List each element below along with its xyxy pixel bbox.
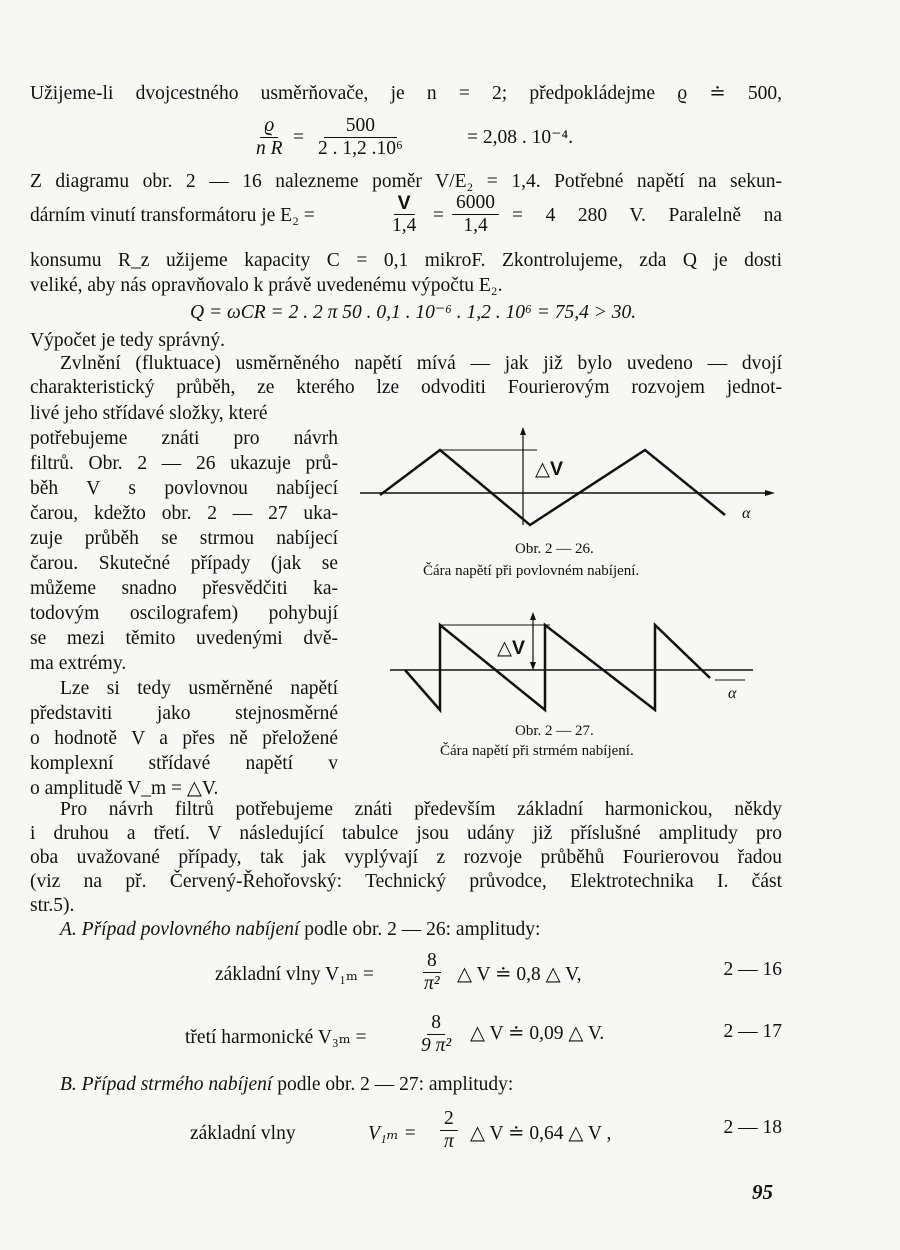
equation-2-16-fraction: $\frac{8}{\text{π²}}$ xyxy=(424,950,440,994)
equation-2-18-label: základní vlny xyxy=(190,1123,296,1144)
equation-1-fraction-b: $\frac{500}{\text{2 . 1,2 .10⁶}}$ xyxy=(318,115,403,159)
text-line-25: komplexní střídavé napětí v xyxy=(30,753,338,774)
text-line-19: todovým oscilografem) pohybují xyxy=(30,603,338,624)
text-line-8: Výpočet je tedy správný. xyxy=(30,330,225,351)
text-line-6: veliké, aby nás opravňovalo k právě uvedenému výpočtu E₂. xyxy=(30,275,503,296)
text-line-30: (viz na př. Červený-Řehořovský: Technický průvodce, Elektrotechnika I. část xyxy=(30,871,782,892)
text-line-28: i druhou a třetí. V následující tabulce jsou udány již příslušné amplitudy pro xyxy=(30,823,782,844)
text-line-31: str.5). xyxy=(30,895,75,916)
case-a-heading: A. Případ povlovného nabíjení podle obr. 2 — 26: amplitudy: xyxy=(60,919,541,940)
figure-2-26-number: Obr. 2 — 26. xyxy=(515,541,594,557)
text-line-17: čarou. Skutečné případy (jak se xyxy=(30,553,338,574)
text-line-26: o amplitudě V_m = △V. xyxy=(30,778,219,799)
line-4-fraction-a: $\frac{V}{1,4}$ xyxy=(392,192,417,236)
figure-2-27-caption: Čára napětí při strmém nabíjení. xyxy=(440,743,634,759)
equation-2-18-rest: △ V ≐ 0,64 △ V , xyxy=(470,1123,612,1144)
text-line-5: konsumu R_z užijeme kapacity C = 0,1 mikroF. Zkontrolujeme, zda Q je dosti xyxy=(30,250,782,271)
equation-2-18-variable: V₁ₘ = xyxy=(368,1123,417,1144)
equation-2-17-rest: △ V ≐ 0,09 △ V. xyxy=(470,1023,605,1044)
figure-2-26-waveform xyxy=(355,425,775,545)
text-line-13: filtrů. Obr. 2 — 26 ukazuje prů- xyxy=(30,453,338,474)
text-line-1: Užijeme-li dvojcestného usměrňovače, je n = 2; předpokládejme ϱ ≐ 500, xyxy=(30,83,782,104)
text-line-23: představiti jako stejnosměrné xyxy=(30,703,338,724)
text-line-4-start: dárním vinutí transformátoru je E₂ = xyxy=(30,205,315,226)
text-line-20: se mezi těmito uvedenými dvě- xyxy=(30,628,338,649)
figure-2-26-delta-v: △V xyxy=(535,458,564,480)
text-line-9: Zvlnění (fluktuace) usměrněného napětí mívá — jak již bylo uvedeno — dvojí xyxy=(60,353,782,374)
text-line-10: charakteristický průběh, ze kterého lze odvoditi Fourierovým rozvojem jednot- xyxy=(30,377,782,398)
equation-2-17-label: třetí harmonické V₃ₘ = xyxy=(185,1027,367,1048)
figure-2-27-waveform xyxy=(385,610,765,720)
text-line-27: Pro návrh filtrů potřebujeme znáti především základní harmonickou, někdy xyxy=(60,799,782,820)
line-4-fraction-b: $\frac{6000}{1,4}$ xyxy=(452,192,499,237)
text-line-24: o hodnotě V a přes ně přeložené xyxy=(30,728,338,749)
figure-2-27-axis-label: α xyxy=(728,685,737,702)
text-line-21: ma extrémy. xyxy=(30,653,127,674)
equation-2-16-label: základní vlny V₁ₘ = xyxy=(215,964,374,985)
equation-2-18-fraction: $\frac{2}{\pi}$ xyxy=(440,1108,458,1153)
text-line-11: livé jeho střídavé složky, které xyxy=(30,403,268,424)
text-line-3: Z diagramu obr. 2 — 16 nalezneme poměr V/E₂ = 1,4. Potřebné napětí na sekun- xyxy=(30,171,782,192)
figure-2-26-caption: Čára napětí při povlovném nabíjení. xyxy=(423,563,640,579)
equation-1-result: = 2,08 . 10⁻⁴. xyxy=(467,127,574,148)
text-line-16: zuje průběh se strmou nabíjecí xyxy=(30,528,338,549)
text-line-18: můžeme snadno přesvědčiti ka- xyxy=(30,578,338,599)
text-line-4-end: = 4 280 V. Paralelně na xyxy=(512,205,782,226)
equation-2-17-number: 2 — 17 xyxy=(723,1021,782,1042)
text-line-15: čarou, kdežto obr. 2 — 27 uka- xyxy=(30,503,338,524)
equation-q: Q = ωCR = 2 . 2 π 50 . 0,1 . 10⁻⁶ . 1,2 . 10⁶ = 75,4 > 30. xyxy=(190,302,637,323)
equation-2-17-fraction: $\frac{8}{\text{9 π²}}$ xyxy=(421,1012,452,1056)
figure-2-26-axis-label: α xyxy=(742,505,751,522)
text-line-14: běh V s povlovnou nabíjecí xyxy=(30,478,338,499)
book-page: Užijeme-li dvojcestného usměrňovače, je n = 2; předpokládejme ϱ ≐ 500, $\frac{ϱ}{\text{n R}}$ = $\frac{500}{\text{2 . 1,2 .10⁶}}$ = 2,08 . 10⁻⁴. Z diagramu obr. 2 — 16 nalezneme poměr V/E₂ = 1,4. Potřebné napětí na sekun- dárním vinutí transformátoru je E₂ = $\frac{V}{1,4}$ = $\frac{6000}{1,4}$ = 4 280 V. Paralelně na konsumu R_z užijeme kapacity C = 0,1 mikroF. Zkontrolujeme, zda Q je dosti veliké, aby nás opravňovalo k právě uvedenému výpočtu E₂. Q = ωCR = 2 . 2 π 50 . 0,1 . 10⁻⁶ . 1,2 . 10⁶ = 75,4 > 30. Výpočet je tedy správný. Zvlnění (fluktuace) usměrněného napětí mívá — jak již bylo uvedeno — dvojí charakteristický průběh, ze kterého lze odvoditi Fourierovým rozvojem jednot- livé jeho střídavé složky, které potřebujeme znáti pro návrh filtrů. Obr. 2 — 26 ukazuje prů- běh V s povlovnou nabíjecí čarou, kdežto obr. 2 — 27 uka- zuje průběh se strmou nabíjecí čarou. Skutečné případy (jak se můžeme snadno přesvědčiti ka- todovým oscilografem) pohybují se mezi těmito uvedenými dvě- ma extrémy. Lze si tedy usměrněné napětí představiti jako stejnosměrné o hodnotě V a přes ně přeložené komplexní střídavé napětí v o amplitudě V_m = △V. △V α Obr. 2 — 26. Čára napětí při povlovném nabíjení. △V α Obr. 2 — 27. Čára napětí při strmém nabíjení. Pro návrh filtrů potřebujeme znáti především základní harmonickou, někdy i druhou a třetí. V následující tabulce jsou udány již příslušné amplitudy pro oba uvažované případy, tak jak vyplývají z rozvoje průběhů Fourierovou řadou (viz na př. Červený-Řehořovský: Technický průvodce, Elektrotechnika I. část str.5). A. Případ povlovného nabíjení podle obr. 2 — 26: amplitudy: základní vlny V₁ₘ = $\frac{8}{\text{π²}}$ △ V ≐ 0,8 △ V, 2 — 16 třetí harmonické V₃ₘ = $\frac{8}{\text{9 π²}}$ △ V ≐ 0,09 △ V. 2 — 17 B. Případ strmého nabíjení podle obr. 2 — 27: amplitudy: základní vlny V₁ₘ = $\frac{2}{\pi}$ △ V ≐ 0,64 △ V , 2 — 18 95 xyxy=(30,83,782,1204)
equation-2-18-number: 2 — 18 xyxy=(723,1117,782,1138)
text-line-22: Lze si tedy usměrněné napětí xyxy=(60,678,338,699)
equation-2-16-rest: △ V ≐ 0,8 △ V, xyxy=(457,964,582,985)
text-line-29: oba uvažované případy, tak jak vyplývají z rozvoje průběhů Fourierovou řadou xyxy=(30,847,782,868)
page-number: 95 xyxy=(752,1180,773,1204)
figure-2-27-number: Obr. 2 — 27. xyxy=(515,723,594,739)
case-b-heading: B. Případ strmého nabíjení podle obr. 2 — 27: amplitudy: xyxy=(60,1074,514,1095)
equation-2-16-number: 2 — 16 xyxy=(723,959,782,980)
text-line-12: potřebujeme znáti pro návrh xyxy=(30,428,338,449)
equation-1-fraction-a: $\frac{ϱ}{\text{n R}}$ xyxy=(256,115,283,159)
figure-2-27-delta-v: △V xyxy=(497,637,526,659)
